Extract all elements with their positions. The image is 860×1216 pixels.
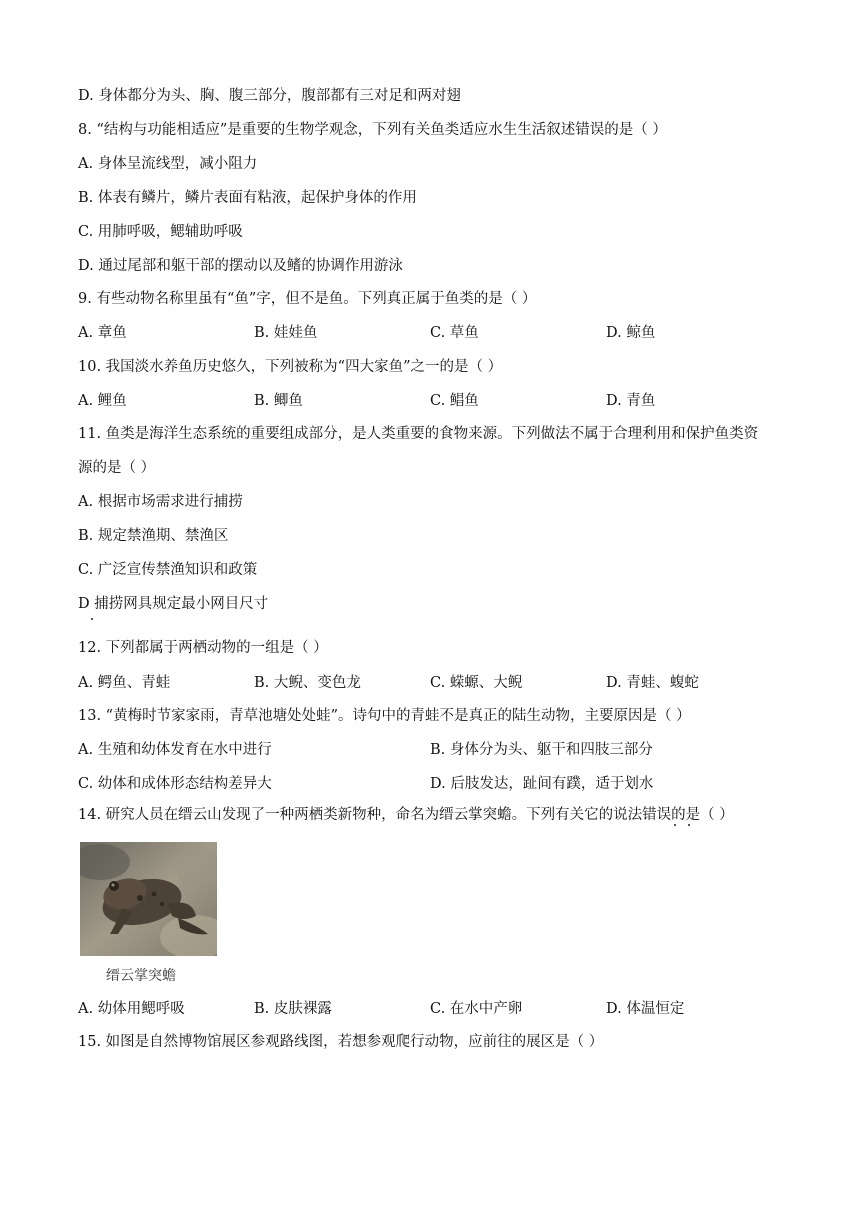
- q14-stem: 14. 研究人员在缙云山发现了一种两栖类新物种，命名为缙云掌突蟾。下列有关它的说法错误的是（ ）: [78, 807, 734, 823]
- q12-option-c: C. 蝾螈、大鲵: [430, 675, 523, 691]
- q15-stem: 15. 如图是自然博物馆展区参观路线图，若想参观爬行动物，应前往的展区是（ ）: [78, 1034, 604, 1050]
- q8-option-a: A. 身体呈流线型，减小阻力: [78, 156, 258, 172]
- q11-option-b: B. 规定禁渔期、禁渔区: [78, 528, 229, 544]
- q11-stem-line2: 源的是（ ）: [78, 460, 156, 476]
- q14-option-a: A. 幼体用鳃呼吸: [78, 1001, 185, 1017]
- q10-stem: 10. 我国淡水养鱼历史悠久，下列被称为“四大家鱼”之一的是（ ）: [78, 359, 503, 375]
- q13-option-a: A. 生殖和幼体发育在水中进行: [78, 742, 272, 758]
- q12-option-a: A. 鳄鱼、青蛙: [78, 675, 171, 691]
- q14-option-b: B. 皮肤裸露: [254, 1001, 332, 1017]
- q14-option-d: D. 体温恒定: [606, 1001, 685, 1017]
- q13-option-c: C. 幼体和成体形态结构差异大: [78, 776, 272, 792]
- q9-option-a: A. 章鱼: [78, 325, 127, 341]
- q12-option-b: B. 大鲵、变色龙: [254, 675, 361, 691]
- q13-option-b: B. 身体分为头、躯干和四肢三部分: [430, 742, 653, 758]
- q12-stem: 12. 下列都属于两栖动物的一组是（ ）: [78, 640, 328, 656]
- q8-option-c: C. 用肺呼吸，鳃辅助呼吸: [78, 224, 243, 240]
- q9-stem: 9. 有些动物名称里虽有“鱼”字，但不是鱼。下列真正属于鱼类的是（ ）: [78, 291, 537, 307]
- q11-stem-line1: 11. 鱼类是海洋生态系统的重要组成部分，是人类重要的食物来源。下列做法不属于合理利用和保护鱼类资: [78, 426, 759, 442]
- q11-option-c: C. 广泛宣传禁渔知识和政策: [78, 562, 258, 578]
- q9-option-c: C. 草鱼: [430, 325, 479, 341]
- q11-option-d: D 捕捞网具规定最小网目尺寸: [78, 596, 269, 612]
- q10-option-d: D. 青鱼: [606, 393, 656, 409]
- q8-stem: 8. “结构与功能相适应”是重要的生物学观念，下列有关鱼类适应水生生活叙述错误的是（ ）: [78, 122, 667, 138]
- emphasis-dot: [674, 824, 676, 826]
- q11-option-a: A. 根据市场需求进行捕捞: [78, 494, 243, 510]
- q13-option-d: D. 后肢发达，趾间有蹼，适于划水: [430, 776, 654, 792]
- q12-option-d: D. 青蛙、蝮蛇: [606, 675, 699, 691]
- q9-option-d: D. 鲸鱼: [606, 325, 656, 341]
- emphasis-dot: [91, 618, 93, 620]
- q10-option-c: C. 鲳鱼: [430, 393, 479, 409]
- q9-option-b: B. 娃娃鱼: [254, 325, 318, 341]
- q10-option-b: B. 鲫鱼: [254, 393, 303, 409]
- q13-stem: 13. “黄梅时节家家雨，青草池塘处处蛙”。诗句中的青蛙不是真正的陆生动物，主要原因是（ ）: [78, 708, 691, 724]
- frog-photo: [80, 842, 217, 956]
- q7-option-d: D. 身体都分为头、胸、腹三部分，腹部都有三对足和两对翅: [78, 88, 461, 104]
- photo-caption: 缙云掌突蟾: [106, 968, 176, 984]
- q14-option-c: C. 在水中产卵: [430, 1001, 523, 1017]
- q8-option-d: D. 通过尾部和躯干部的摆动以及鳍的协调作用游泳: [78, 258, 403, 274]
- q10-option-a: A. 鲤鱼: [78, 393, 127, 409]
- emphasis-dot: [688, 824, 690, 826]
- q8-option-b: B. 体表有鳞片，鳞片表面有粘液，起保护身体的作用: [78, 190, 417, 206]
